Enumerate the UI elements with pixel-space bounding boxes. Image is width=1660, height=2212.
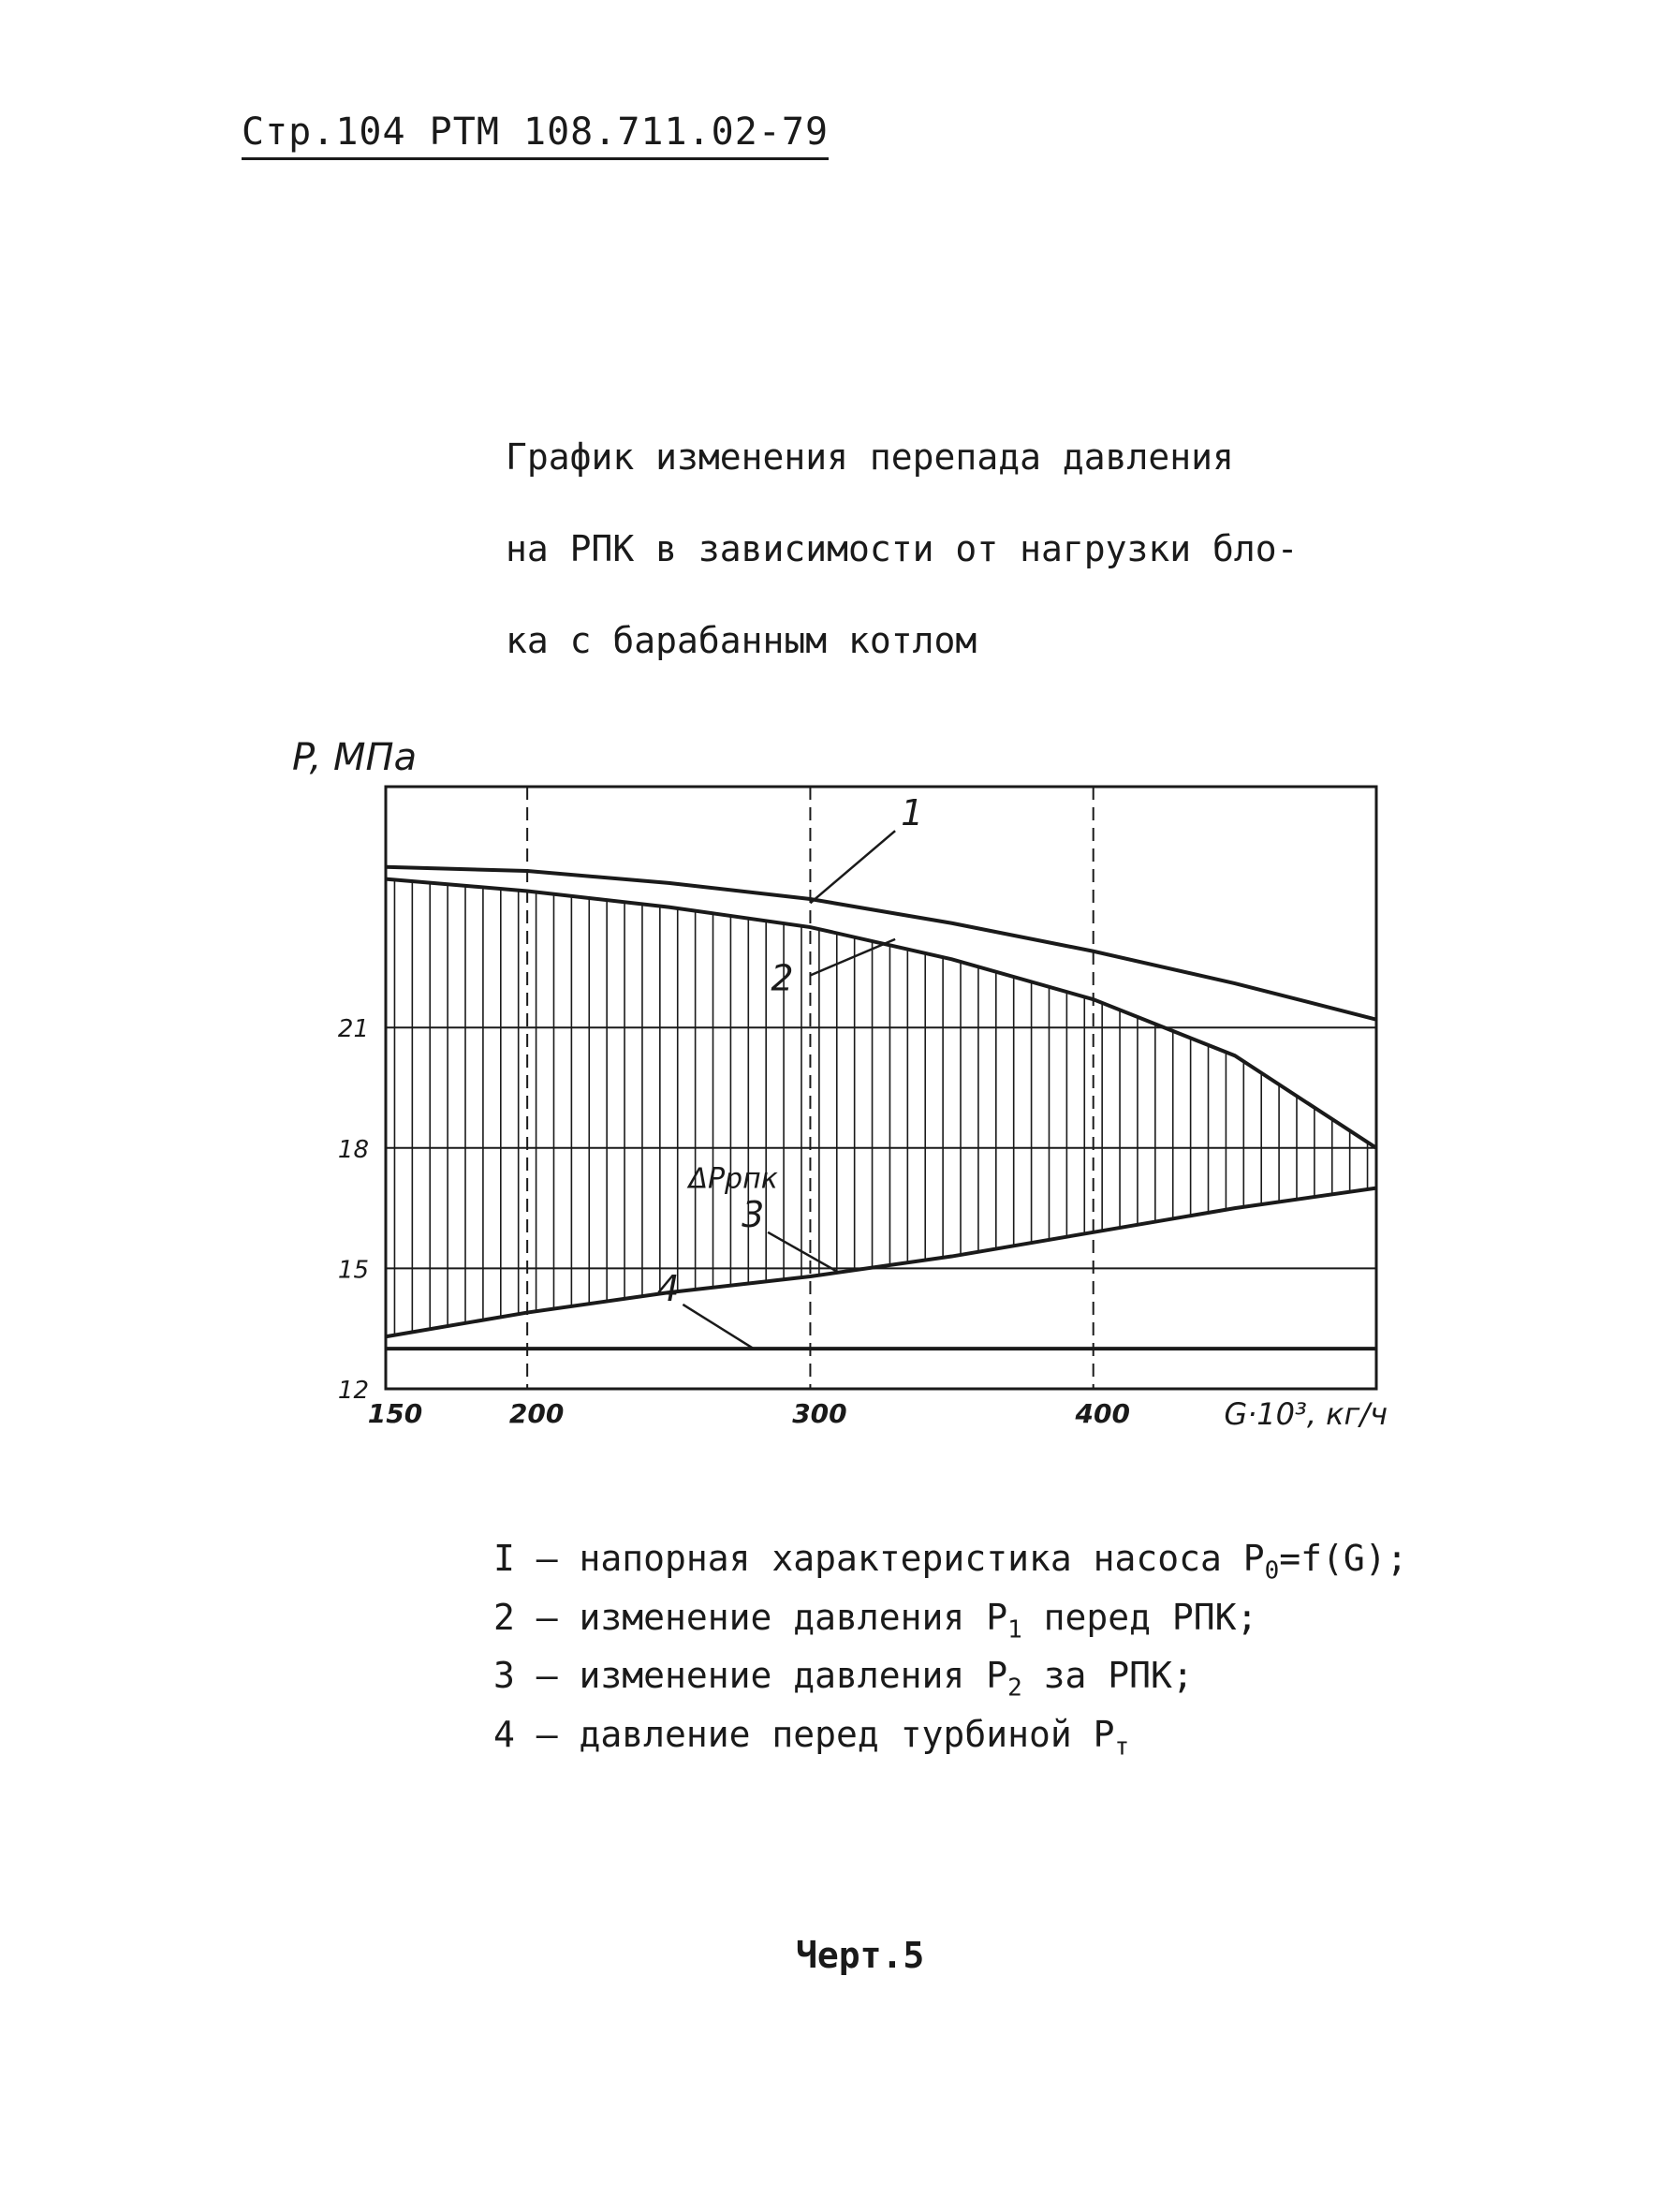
- page-header: Стр.104 РТМ 108.711.02-79: [242, 111, 829, 160]
- x-axis-label: G·10³, кг/ч: [1224, 1396, 1388, 1432]
- series-label-3: 3: [742, 1193, 765, 1235]
- series-line-2: [386, 879, 1376, 1148]
- delta-p-label: ΔPрпк: [688, 1162, 778, 1196]
- legend: [493, 1536, 1408, 1770]
- legend-item-2: 2 – изменение давления $P_1$ перед РПК;: [493, 1596, 1258, 1644]
- series-label-2: 2: [771, 957, 794, 999]
- figure-number: Черт.5: [796, 1935, 925, 1976]
- series-leader-2: [810, 939, 895, 976]
- series-leader-3: [768, 1232, 839, 1273]
- series-label-4: 4: [656, 1267, 680, 1309]
- series-leader-4: [683, 1305, 754, 1349]
- title-line-1: График изменения перепада давления: [506, 436, 1234, 478]
- legend-item-4: 4 – давление перед турбиной $P_т$: [493, 1713, 1130, 1762]
- pressure-chart: [281, 730, 1432, 1480]
- plot-frame: [386, 787, 1376, 1389]
- chart-title: [506, 389, 1298, 710]
- x-tick-label-2: 300: [792, 1398, 847, 1429]
- y-tick-label-3: 21: [337, 1015, 369, 1044]
- y-tick-label-2: 18: [337, 1135, 369, 1164]
- y-tick-label-1: 15: [337, 1256, 369, 1285]
- title-line-3: ка с барабанным котлом: [506, 620, 977, 661]
- legend-item-1: I – напорная характеристика насоса $P_0=f(G)$;: [493, 1538, 1408, 1585]
- series-label-1: 1: [901, 792, 924, 834]
- x-tick-label-3: 400: [1075, 1398, 1130, 1429]
- x-tick-label-1: 200: [508, 1398, 565, 1429]
- x-tick-label-0: 150: [367, 1398, 423, 1429]
- series-leader-1: [810, 831, 895, 903]
- y-tick-label-0: 12: [337, 1377, 369, 1405]
- chart-area: [281, 730, 1432, 1480]
- title-line-2: на РПК в зависимости от нагрузки бло-: [506, 528, 1299, 569]
- series-line-3: [386, 1188, 1376, 1337]
- legend-item-3: 3 – изменение давления $P_2$ за РПК;: [493, 1655, 1194, 1703]
- y-axis-label: P, МПа: [292, 736, 418, 779]
